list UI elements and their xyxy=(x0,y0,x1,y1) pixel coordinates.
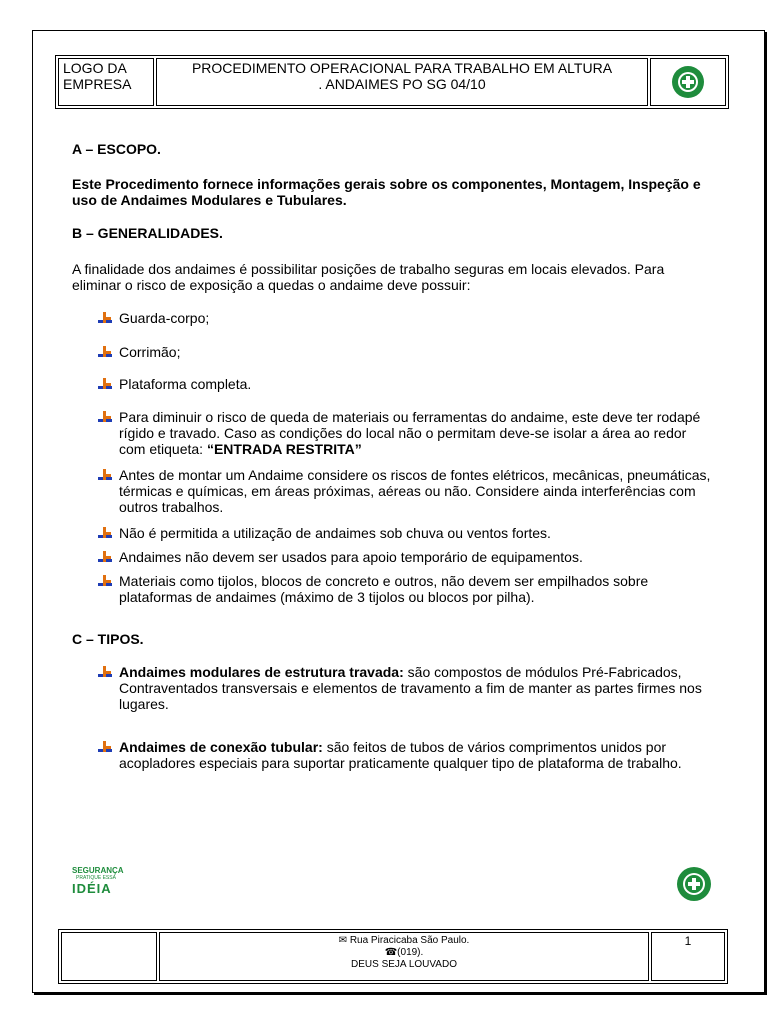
page-number: 1 xyxy=(651,932,725,981)
hand-bullet-icon xyxy=(98,346,112,358)
hand-bullet-icon xyxy=(98,666,112,678)
hand-bullet-icon xyxy=(98,469,112,481)
list-item: Para diminuir o risco de queda de materiais ou ferramentas do andaime, este deve ter rodapé rígido e travado. Caso as condições do local não o permitam deve-se isolar a área ao redor com etiqueta: “ENTRADA RESTRITA” xyxy=(98,409,712,457)
hand-bullet-icon xyxy=(98,312,112,324)
section-a-paragraph: Este Procedimento fornece informações gerais sobre os componentes, Montagem, Inspeção e uso de Andaimes Modulares e Tubulares. xyxy=(72,176,701,208)
list-item: Andaimes de conexão tubular: são feitos de tubos de vários comprimentos unidos por acopladores especiais para suportar praticamente qualquer tipo de plataforma de trabalho. xyxy=(98,739,712,771)
hand-bullet-icon xyxy=(98,551,112,563)
hand-bullet-icon xyxy=(98,741,112,753)
list-item: Andaimes modulares de estrutura travada: são compostos de módulos Pré-Fabricados, Contraventados transversais e elementos de travamento a fim de manter as partes firmes nos lugares. xyxy=(98,664,712,712)
cipa-logo-cell xyxy=(650,58,726,106)
list-item: Plataforma completa. xyxy=(98,376,712,392)
list-item: Materiais como tijolos, blocos de concreto e outros, não devem ser empilhados sobre plataformas de andaimes (máximo de 3 tijolos ou blocos por pilha). xyxy=(98,573,712,605)
list-item: Corrimão; xyxy=(98,344,712,360)
section-a-heading: A – ESCOPO. xyxy=(72,141,161,157)
hand-bullet-icon xyxy=(98,411,112,423)
envelope-icon: ✉ xyxy=(338,935,348,946)
section-b-intro: A finalidade dos andaimes é possibilitar posições de trabalho seguras em locais elevados. Para eliminar o risco de exposição a quedas o andaime deve possuir: xyxy=(72,261,665,293)
document-title: PROCEDIMENTO OPERACIONAL PARA TRABALHO EM ALTURA . ANDAIMES PO SG 04/10 xyxy=(156,58,648,106)
list-item: Antes de montar um Andaime considere os riscos de fontes elétricos, mecânicas, pneumáticas, térmicas e químicas, em áreas próximas, aéreas ou não. Considere ainda interferências com outros trabalhos. xyxy=(98,467,712,515)
cipa-cross-icon xyxy=(676,866,712,902)
footer-contact: ✉ Rua Piracicaba São Paulo. ☎(019). DEUS SEJA LOUVADO xyxy=(159,932,649,981)
company-logo-placeholder: LOGO DA EMPRESA xyxy=(58,58,154,106)
list-item: Andaimes não devem ser usados para apoio temporário de equipamentos. xyxy=(98,549,712,565)
hand-bullet-icon xyxy=(98,575,112,587)
footer-table xyxy=(58,929,728,984)
section-b-heading: B – GENERALIDADES. xyxy=(72,225,223,241)
restricted-entry-label: “ENTRADA RESTRITA” xyxy=(206,441,362,457)
seguranca-logo: SEGURANÇA PRATIQUE ESSA IDÉIA xyxy=(72,866,124,896)
cipa-cross-icon xyxy=(671,65,705,99)
phone-icon: ☎ xyxy=(384,947,398,958)
list-item: Não é permitida a utilização de andaimes sob chuva ou ventos fortes. xyxy=(98,525,712,541)
header-table xyxy=(55,55,729,109)
hand-bullet-icon xyxy=(98,527,112,539)
list-item: Guarda-corpo; xyxy=(98,310,712,326)
section-c-heading: C – TIPOS. xyxy=(72,631,144,647)
footer-empty-cell xyxy=(61,932,157,981)
hand-bullet-icon xyxy=(98,378,112,390)
